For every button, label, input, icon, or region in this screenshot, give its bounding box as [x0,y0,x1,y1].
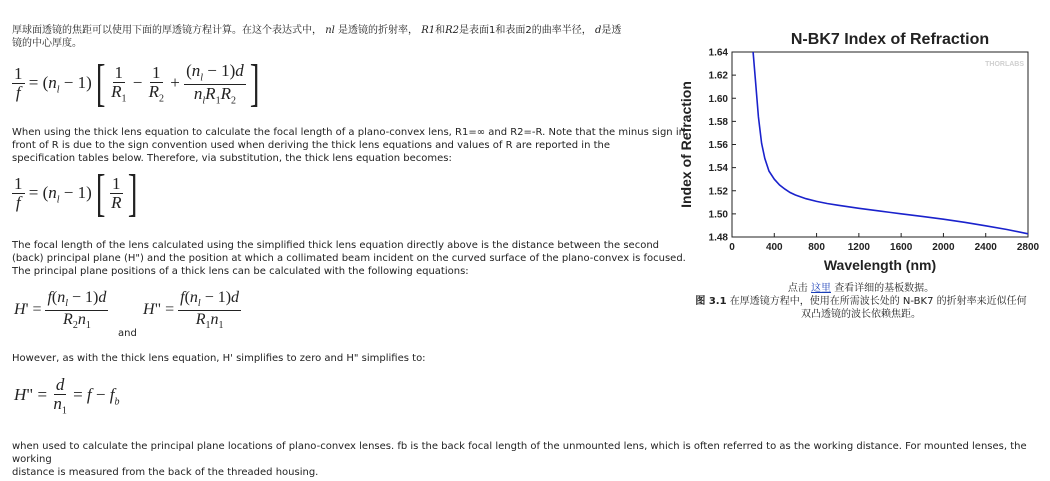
plano-convex-paragraph [12,126,692,165]
intro-cn-3: 和 [435,25,446,36]
para-focal-line-1: The focal length of the lens calculated using the simplified thick lens equation directly above is the distance between the second [12,240,660,251]
however-paragraph [12,352,692,365]
intro-cn-1: 厚球面透镜的焦距可以使用下面的厚透镜方程计算。在这个表达式中， [12,25,322,36]
y-tick-label: 1.50 [708,209,728,221]
para-focal-line-2: (back) principal plane (H") and the position at which a collimated beam incident on the curved surface of the plano-convex is focused. [12,253,686,264]
y-tick-label: 1.48 [708,232,728,244]
symbol-r1: R1 [421,25,436,36]
symbol-d: d [594,25,602,36]
chart-watermark: THORLABS [985,61,1024,68]
intro-cn-6: 镜的中心厚度。 [12,38,82,49]
and-word: and [118,328,137,339]
x-tick-label: 1200 [847,242,870,253]
y-tick-label: 1.54 [708,163,728,175]
symbol-r2: R2 [445,25,460,36]
y-tick-label: 1.58 [708,116,728,128]
x-tick-label: 2400 [974,242,997,253]
x-tick-label: 800 [808,242,825,253]
para-when-line-1: when used to calculate the principal plane locations of plano-convex lenses. fb is the back focal length of the unmounted lens, which is often referred to as the working distance. For mounted lenses, the working [12,441,1027,465]
caption-click-post: 查看详细的基板数据。 [834,283,935,294]
x-tick-label: 2800 [1016,242,1040,253]
y-tick-label: 1.60 [708,93,728,105]
y-tick-label: 1.56 [708,140,728,151]
y-tick-label: 1.64 [708,47,728,59]
y-tick-label: 1.52 [708,186,728,198]
refraction-chart-svg [672,0,1050,285]
h-double-prime-simplified: H" = $\frac{d}{n_1}$ = $f - f_b$ [14,375,120,417]
x-tick-label: 1600 [890,242,913,253]
thick-lens-equation: $\frac{1}{f}$ = $(n_l - 1)$[ $\frac{1}{R_1}$ − $\frac{1}{R_2}$ + $\frac{(n_l - 1)d}{n_lR_1R_2}$ ] [14,55,260,113]
para-focal-line-3: The principal plane positions of a thick lens can be calculated with the following equations: [12,266,469,277]
caption-click-pre: 点击 [787,283,808,294]
caption-text-1: 在厚透镜方程中，使用在所需波长处的 N-BK7 的折射率来近似任何 [729,296,1027,307]
para-plano-line-2: front of R is due to the sign convention used when deriving the thick lens equations and values of R are reported in the [12,140,610,151]
y-axis-label: Index of Refraction [678,81,694,208]
chart-caption [672,282,1050,321]
para-when-line-2: distance is measured from the back of the threaded housing. [12,467,319,478]
x-axis-label: Wavelength (nm) [823,257,937,273]
principal-plane-h-double-prime: H" = $\frac{f(n_l - 1)d}{R_1n_1}$ [143,289,240,331]
caption-link[interactable]: 这里 [811,283,831,294]
x-tick-label: 2000 [932,242,955,253]
caption-label: 图 3.1 [695,296,727,307]
y-tick-label: 1.62 [708,70,728,82]
intro-cn-5: 是透 [601,25,622,36]
principal-plane-h-prime: H' = $\frac{f(n_l - 1)d}{R_2n_1}$ [14,289,107,331]
chart-title: N-BK7 Index of Refraction [790,31,990,48]
series-line [753,52,1028,234]
symbol-nl: nl [325,25,335,36]
intro-cn-4: 是表面1和表面2的曲率半径， [459,25,592,36]
plot-frame [732,52,1028,237]
para-plano-line-3: specification tables below. Therefore, via substitution, the thick lens equation becomes: [12,153,452,164]
para-plano-line-1: When using the thick lens equation to calculate the focal length of a plano-convex lens, R1=∞ and R2=-R. Note that the minus sign in [12,127,685,138]
simplified-lens-equation: $\frac{1}{f}$ = $(n_l - 1)$[ $\frac{1}{R}$ ] [14,165,137,222]
when-paragraph [12,440,1047,479]
x-tick-label: 0 [729,242,735,253]
x-tick-label: 400 [765,242,783,253]
intro-cn-paragraph [12,24,672,50]
para-however: However, as with the thick lens equation, H' simplifies to zero and H" simplifies to: [12,353,426,364]
caption-text-2: 双凸透镜的波长依赖焦距。 [801,309,921,320]
focal-paragraph [12,239,692,278]
intro-cn-2: 是透镜的折射率， [338,25,419,36]
refraction-chart [672,0,1050,330]
